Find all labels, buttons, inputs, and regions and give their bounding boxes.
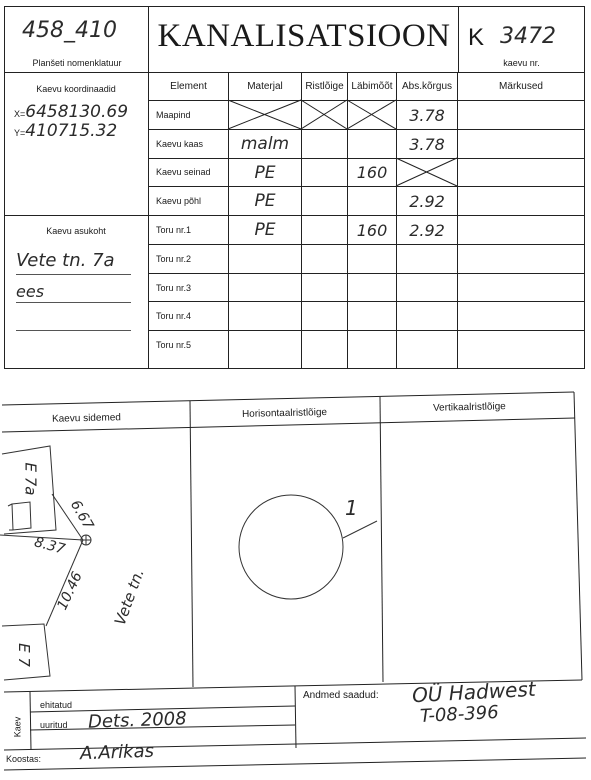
page-title: KANALISATSIOON — [157, 18, 451, 54]
row-material: PE — [254, 191, 276, 211]
dist3: 10.46 — [54, 569, 86, 613]
row-abs: 3.78 — [409, 134, 445, 154]
location-line2: ees — [16, 282, 45, 301]
pipe-number: 1 — [345, 496, 358, 520]
table-row: Toru nr.4 — [156, 311, 192, 321]
table-row: Toru nr.1 — [156, 225, 192, 235]
surveyed-value: Dets. 2008 — [87, 708, 187, 733]
building-bottom-label: E 7 — [14, 643, 33, 667]
compiled-value: A.Arikas — [79, 740, 155, 765]
row-material: PE — [254, 162, 276, 183]
row-abs: 2.92 — [409, 191, 445, 211]
row-diameter: 160 — [356, 163, 388, 182]
location-line1: Vete tn. 7a — [16, 250, 115, 271]
col-diameter: Läbimõõt — [351, 81, 393, 92]
coord-y: Y=410715.32 — [14, 121, 118, 141]
table-row: Toru nr.2 — [156, 254, 192, 264]
data-source-line1: OÜ Hadwest — [411, 676, 537, 708]
row-abs: 2.92 — [409, 220, 445, 240]
well-label: kaevu nr. — [503, 58, 540, 68]
coord-x: X=6458130.69 — [14, 102, 129, 122]
table-row: Kaevu seinad — [156, 167, 211, 177]
col-element: Element — [170, 81, 207, 92]
section-horizontal: Horisontaalristlõige — [241, 407, 328, 420]
table-row: Kaevu põhl — [156, 196, 202, 206]
col-notes: Märkused — [499, 81, 543, 92]
dist2: 8.37 — [32, 534, 67, 558]
section-vertical: Vertikaalristlõige — [432, 401, 506, 414]
dist1: 6.67 — [66, 497, 97, 533]
data-source-line2: T-08-396 — [419, 701, 500, 728]
row-material: malm — [240, 134, 290, 154]
street-label: Vete tn. — [110, 566, 148, 628]
compiled-label: Koostas: — [6, 754, 42, 764]
planset-label: Planšeti nomenklatuur — [32, 58, 122, 68]
data-source-label: Andmed saadud: — [303, 690, 379, 701]
well-number: 3472 — [500, 24, 556, 49]
well-prefix: K — [468, 24, 485, 51]
col-cross: Ristlõige — [305, 81, 344, 92]
table-row: Toru nr.5 — [156, 340, 192, 350]
coord-y-value: 410715.32 — [25, 121, 118, 141]
section-ties: Kaevu sidemed — [51, 412, 122, 425]
built-label: ehitatud — [40, 700, 73, 710]
col-material: Materjal — [247, 81, 283, 92]
surveyed-label: uuritud — [40, 720, 68, 730]
footer-side-label: Kaev — [12, 716, 23, 738]
row-diameter: 160 — [356, 220, 388, 240]
table-row: Kaevu kaas — [156, 139, 204, 149]
row-material: PE — [254, 220, 276, 240]
planset-number: 458_410 — [22, 18, 117, 43]
coordinates-label: Kaevu koordinaadid — [36, 84, 116, 94]
table-row: Toru nr.3 — [156, 283, 192, 293]
location-label: Kaevu asukoht — [46, 226, 106, 236]
row-abs: 3.78 — [409, 105, 445, 125]
building-top-label: E 7a — [21, 462, 40, 496]
col-abs: Abs.kõrgus — [401, 81, 453, 92]
table-row: Maapind — [156, 110, 191, 120]
coord-x-value: 6458130.69 — [25, 102, 129, 122]
